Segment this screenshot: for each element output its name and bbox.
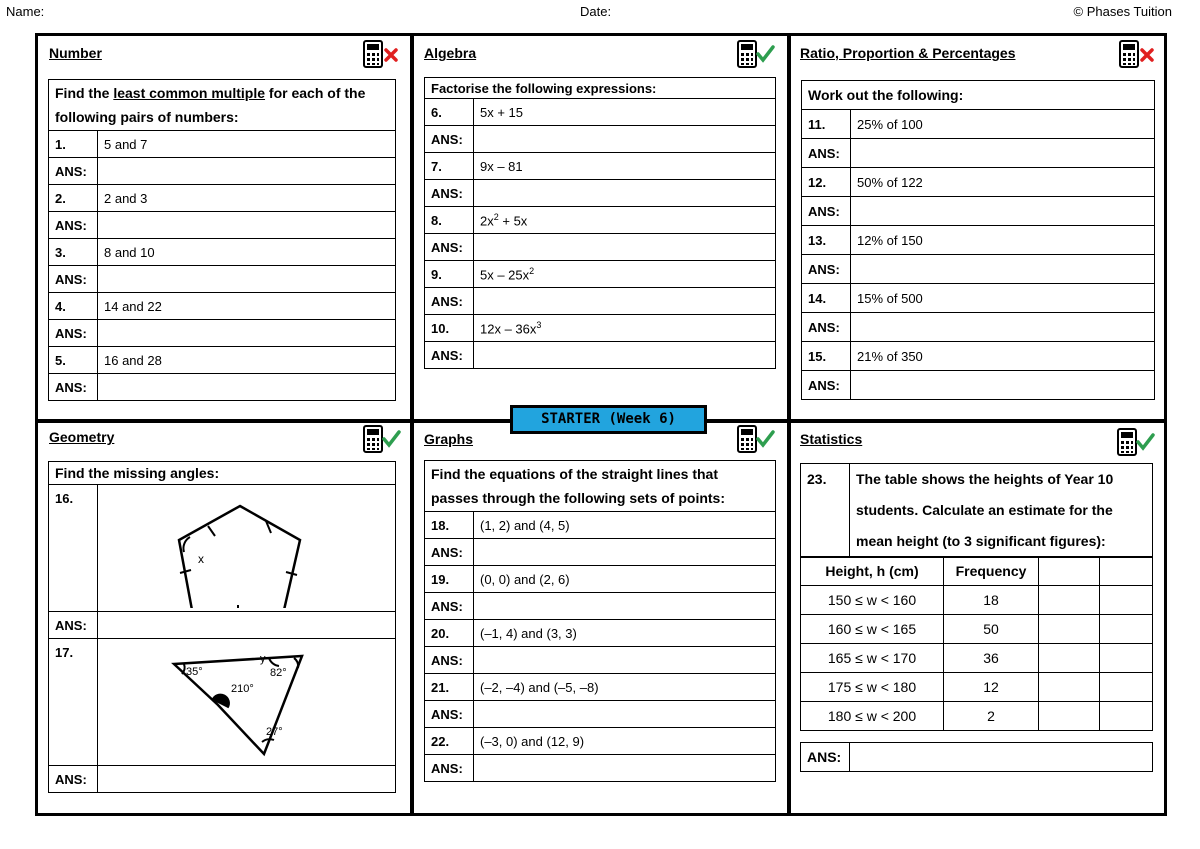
table-cell: $12x - 36x^3$ bbox=[474, 315, 776, 342]
table-cell: 15% of 500 bbox=[851, 284, 1155, 313]
answer-field[interactable] bbox=[851, 313, 1155, 342]
answer-field[interactable] bbox=[474, 593, 776, 620]
quadrilateral-diagram-cell bbox=[98, 639, 396, 766]
question-number: ANS: bbox=[49, 212, 98, 239]
question-number: ANS: bbox=[49, 320, 98, 347]
vertical-divider-2 bbox=[787, 36, 791, 813]
calculator-icon bbox=[1118, 40, 1158, 70]
algebra-title: Algebra bbox=[424, 45, 477, 61]
number-title: Number bbox=[49, 45, 102, 61]
table-cell: (–2, –4) and (–5, –8) bbox=[474, 674, 776, 701]
pentagon-diagram bbox=[104, 488, 354, 608]
table-cell bbox=[1100, 557, 1153, 586]
table-cell: 160 ≤ w < 165 bbox=[801, 615, 944, 644]
table-cell: (1, 2) and (4, 5) bbox=[474, 512, 776, 539]
table-cell: 18 bbox=[944, 586, 1039, 615]
table-cell: 16 and 28 bbox=[98, 347, 396, 374]
geometry-table bbox=[48, 461, 396, 793]
table-cell: 12% of 150 bbox=[851, 226, 1155, 255]
question-number: 22. bbox=[425, 728, 474, 755]
question-number: ANS: bbox=[425, 647, 474, 674]
answer-field[interactable] bbox=[98, 374, 396, 401]
table-cell: 165 ≤ w < 170 bbox=[801, 644, 944, 673]
vertical-divider-1 bbox=[410, 36, 414, 813]
question-number: ANS: bbox=[802, 255, 851, 284]
table-cell: 21% of 350 bbox=[851, 342, 1155, 371]
calculator-icon bbox=[736, 40, 776, 70]
calculator-allowed-icon bbox=[736, 40, 776, 75]
answer-field[interactable] bbox=[474, 180, 776, 207]
table-cell bbox=[1039, 702, 1100, 731]
question-number: ANS: bbox=[802, 139, 851, 168]
date-label: Date: bbox=[580, 4, 612, 19]
question-number: 6. bbox=[425, 99, 474, 126]
ratio-table bbox=[801, 80, 1155, 400]
ratio-title: Ratio, Proportion & Percentages bbox=[800, 45, 1016, 61]
calculator-not-allowed-icon bbox=[1118, 40, 1158, 75]
question-number: 3. bbox=[49, 239, 98, 266]
answer-field[interactable] bbox=[851, 197, 1155, 226]
table-cell: $5x - 25x^2$ bbox=[474, 261, 776, 288]
question-number: ANS: bbox=[425, 539, 474, 566]
statistics-title: Statistics bbox=[800, 431, 863, 447]
table-cell: 8 and 10 bbox=[98, 239, 396, 266]
number-table bbox=[48, 79, 396, 401]
question-number: ANS: bbox=[49, 766, 98, 793]
table-cell: 180 ≤ w < 200 bbox=[801, 702, 944, 731]
statistics-question-text: The table shows the heights of Year 10 students. Calculate an estimate for the mean height (to 3 significant figures): bbox=[850, 464, 1153, 558]
question-number: 2. bbox=[49, 185, 98, 212]
quadrilateral-diagram bbox=[104, 642, 354, 762]
calculator-allowed-icon bbox=[736, 425, 776, 460]
copyright: © Phases Tuition bbox=[1073, 4, 1172, 19]
question-number: ANS: bbox=[49, 266, 98, 293]
table-cell: 150 ≤ w < 160 bbox=[801, 586, 944, 615]
question-number: ANS: bbox=[801, 743, 850, 772]
table-cell bbox=[1039, 673, 1100, 702]
question-number: ANS: bbox=[425, 180, 474, 207]
table-cell: 14 and 22 bbox=[98, 293, 396, 320]
algebra-prompt: Factorise the following expressions: bbox=[425, 78, 776, 99]
table-cell bbox=[1100, 615, 1153, 644]
question-number: 9. bbox=[425, 261, 474, 288]
answer-field[interactable] bbox=[851, 255, 1155, 284]
table-cell bbox=[1039, 586, 1100, 615]
table-cell: 50 bbox=[944, 615, 1039, 644]
table-cell: 175 ≤ w < 180 bbox=[801, 673, 944, 702]
table-cell: 36 bbox=[944, 644, 1039, 673]
answer-field[interactable] bbox=[474, 539, 776, 566]
answer-field[interactable] bbox=[851, 371, 1155, 400]
statistics-question-table bbox=[800, 463, 1153, 558]
question-number: 18. bbox=[425, 512, 474, 539]
calculator-icon bbox=[1116, 428, 1156, 458]
table-cell bbox=[1039, 644, 1100, 673]
question-number: 4. bbox=[49, 293, 98, 320]
answer-field[interactable] bbox=[474, 701, 776, 728]
table-cell bbox=[1100, 644, 1153, 673]
table-cell bbox=[1100, 586, 1153, 615]
starter-banner: STARTER (Week 6) bbox=[510, 405, 707, 434]
angle-y-label: y bbox=[260, 653, 266, 665]
answer-field[interactable] bbox=[851, 139, 1155, 168]
question-number: 16. bbox=[49, 485, 98, 612]
question-number: 19. bbox=[425, 566, 474, 593]
table-cell: (–1, 4) and (3, 3) bbox=[474, 620, 776, 647]
algebra-table bbox=[424, 77, 776, 369]
question-number: ANS: bbox=[425, 234, 474, 261]
question-number: ANS: bbox=[49, 158, 98, 185]
answer-field[interactable] bbox=[850, 743, 1153, 772]
calculator-allowed-icon bbox=[1116, 428, 1156, 463]
calculator-icon bbox=[362, 425, 402, 455]
calculator-icon bbox=[362, 40, 402, 70]
question-number: 14. bbox=[802, 284, 851, 313]
answer-field[interactable] bbox=[98, 766, 396, 793]
number-prompt: Find the least common multiple for each of the following pairs of numbers: bbox=[49, 80, 396, 131]
question-number: 7. bbox=[425, 153, 474, 180]
question-number: ANS: bbox=[802, 371, 851, 400]
answer-field[interactable] bbox=[474, 342, 776, 369]
question-number: ANS: bbox=[49, 374, 98, 401]
question-number: 8. bbox=[425, 207, 474, 234]
angle-27-label: 27° bbox=[266, 726, 283, 738]
question-number: ANS: bbox=[802, 313, 851, 342]
table-cell bbox=[1100, 673, 1153, 702]
answer-field[interactable] bbox=[474, 755, 776, 782]
question-number: 20. bbox=[425, 620, 474, 647]
angle-35-label: 35° bbox=[186, 666, 203, 678]
answer-field[interactable] bbox=[98, 212, 396, 239]
table-cell: 5x + 15 bbox=[474, 99, 776, 126]
question-number: ANS: bbox=[425, 126, 474, 153]
question-number: 15. bbox=[802, 342, 851, 371]
question-number: 11. bbox=[802, 110, 851, 139]
frequency-table bbox=[800, 556, 1153, 731]
answer-field[interactable] bbox=[474, 647, 776, 674]
graphs-prompt: Find the equations of the straight lines that passes through the following sets of points: bbox=[425, 461, 776, 512]
calculator-icon bbox=[736, 425, 776, 455]
table-cell bbox=[1039, 615, 1100, 644]
question-number: 23. bbox=[801, 464, 850, 558]
question-number: 10. bbox=[425, 315, 474, 342]
geometry-title: Geometry bbox=[49, 429, 115, 445]
table-cell: 25% of 100 bbox=[851, 110, 1155, 139]
statistics-answer-table bbox=[800, 742, 1153, 772]
answer-field[interactable] bbox=[474, 288, 776, 315]
frequency-header: Frequency bbox=[944, 557, 1039, 586]
question-number: ANS: bbox=[425, 593, 474, 620]
geometry-prompt: Find the missing angles: bbox=[49, 462, 396, 485]
answer-field[interactable] bbox=[98, 266, 396, 293]
question-number: 17. bbox=[49, 639, 98, 766]
name-label: Name: bbox=[6, 4, 45, 19]
question-number: ANS: bbox=[425, 701, 474, 728]
question-number: ANS: bbox=[425, 755, 474, 782]
calculator-allowed-icon bbox=[362, 425, 402, 460]
angle-210-label: 210° bbox=[231, 683, 254, 695]
table-cell: 2 bbox=[944, 702, 1039, 731]
angle-82-label: 82° bbox=[270, 667, 287, 679]
question-number: ANS: bbox=[49, 612, 98, 639]
pentagon-diagram-cell bbox=[98, 485, 396, 612]
table-cell: (–3, 0) and (12, 9) bbox=[474, 728, 776, 755]
question-number: 21. bbox=[425, 674, 474, 701]
table-cell: 50% of 122 bbox=[851, 168, 1155, 197]
answer-field[interactable] bbox=[474, 234, 776, 261]
angle-x-label: x bbox=[198, 552, 204, 566]
table-cell: 9x – 81 bbox=[474, 153, 776, 180]
table-cell bbox=[1039, 557, 1100, 586]
graphs-table bbox=[424, 460, 776, 782]
table-cell: 2 and 3 bbox=[98, 185, 396, 212]
question-number: 12. bbox=[802, 168, 851, 197]
question-number: ANS: bbox=[802, 197, 851, 226]
question-number: ANS: bbox=[425, 342, 474, 369]
ratio-prompt: Work out the following: bbox=[802, 81, 1155, 110]
table-cell: 5 and 7 bbox=[98, 131, 396, 158]
table-cell: (0, 0) and (2, 6) bbox=[474, 566, 776, 593]
question-number: 13. bbox=[802, 226, 851, 255]
answer-field[interactable] bbox=[98, 320, 396, 347]
answer-field[interactable] bbox=[474, 126, 776, 153]
table-cell: $2x^2 + 5x$ bbox=[474, 207, 776, 234]
question-number: 1. bbox=[49, 131, 98, 158]
graphs-title: Graphs bbox=[424, 431, 474, 447]
table-cell: 12 bbox=[944, 673, 1039, 702]
question-number: ANS: bbox=[425, 288, 474, 315]
height-header: Height, h (cm) bbox=[801, 557, 944, 586]
answer-field[interactable] bbox=[98, 158, 396, 185]
answer-field[interactable] bbox=[98, 612, 396, 639]
table-cell bbox=[1100, 702, 1153, 731]
calculator-not-allowed-icon bbox=[362, 40, 402, 75]
question-number: 5. bbox=[49, 347, 98, 374]
